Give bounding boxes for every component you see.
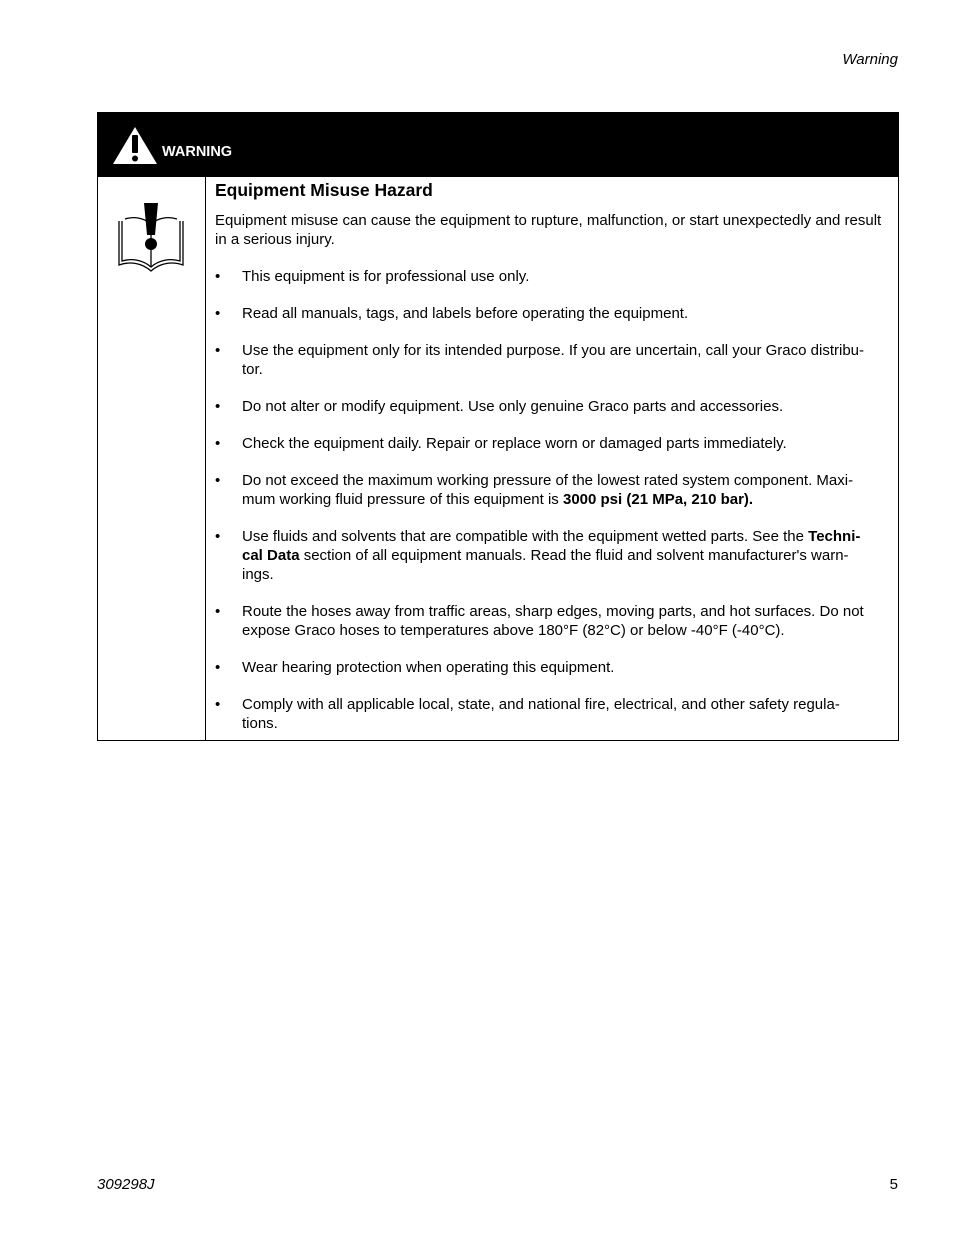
warning-body xyxy=(98,177,898,740)
list-item: • Use the equipment only for its intended purpose. If you are uncertain, call your Graco distribu- tor. xyxy=(215,342,864,378)
list-item: • Use fluids and solvents that are compatible with the equipment wetted parts. See the Techni- cal Data section of all equipment manuals. Read the fluid and solvent manufacturer's warn- ings. xyxy=(215,528,861,583)
bullet: • xyxy=(215,696,221,713)
list-item: • Wear hearing protection when operating this equipment. xyxy=(215,659,615,676)
list-item: • Check the equipment daily. Repair or replace worn or damaged parts immediately. xyxy=(215,435,787,452)
read-manual-icon xyxy=(116,262,186,279)
running-header: Warning xyxy=(842,51,898,68)
list-item: • Route the hoses away from traffic areas, sharp edges, moving parts, and hot surfaces. Do not expose Graco hoses to temperatures above 180°F (82°C) or below -40°F (-40°C). xyxy=(215,603,864,639)
hazard-symbol-cell xyxy=(98,177,206,740)
hazard-title: Equipment Misuse Hazard xyxy=(215,180,433,200)
hazard-list xyxy=(215,267,888,733)
bullet: • xyxy=(215,342,221,359)
bullet: • xyxy=(215,472,221,489)
hazard-text-cell xyxy=(206,177,898,740)
list-item: • Do not exceed the maximum working pressure of the lowest rated system component. Maxi- mum working fluid pressure of this equipment is 3000 psi (21 MPa, 210 bar). xyxy=(215,472,854,508)
list-item: • Do not alter or modify equipment. Use only genuine Graco parts and accessories. xyxy=(215,398,784,415)
list-item: • Comply with all applicable local, state, and national fire, electrical, and other safety regula- tions. xyxy=(215,696,840,732)
bullet: • xyxy=(215,268,221,285)
bullet: • xyxy=(215,603,221,620)
list-item: • Read all manuals, tags, and labels before operating the equipment. xyxy=(215,305,689,322)
warning-banner xyxy=(98,113,898,177)
bullet: • xyxy=(215,659,221,676)
bullet: • xyxy=(215,435,221,452)
bullet: • xyxy=(215,528,221,545)
bullet: • xyxy=(215,398,221,415)
max-pressure-value: 3000 psi (21 MPa, 210 bar). xyxy=(562,491,754,508)
page-number: 5 xyxy=(889,1176,898,1193)
bullet: • xyxy=(215,305,221,322)
hazard-intro: Equipment misuse can cause the equipment to rupture, malfunction, or start unexpectedly and result in a serious injury. xyxy=(215,212,882,248)
document-number: 309298J xyxy=(97,1176,155,1193)
list-item: • This equipment is for professional use only. xyxy=(215,268,530,285)
warning-triangle-icon xyxy=(112,125,158,165)
warning-label: WARNING xyxy=(162,144,233,160)
warning-box xyxy=(97,112,899,741)
